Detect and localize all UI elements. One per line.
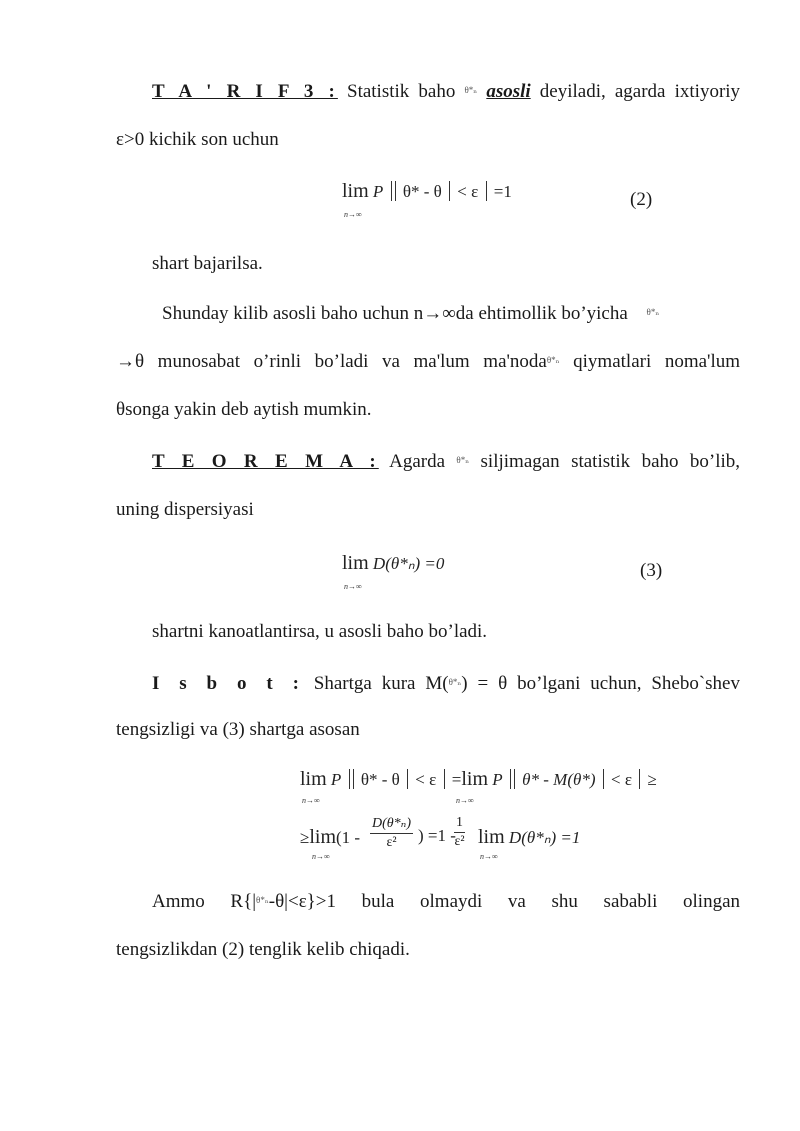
theta-star-symbol: θ*ₙ <box>464 85 478 95</box>
lim-operator: lim <box>478 826 505 848</box>
row1-eq: = <box>451 770 462 789</box>
conclusion-text-2: -θ|<ε}>1 bula olmaydi va shu sababli olingan <box>268 891 740 912</box>
paragraph-3-text-3: qiymatlari noma'lum <box>573 351 741 372</box>
theta-star-symbol: θ*ₙ <box>256 895 269 905</box>
paragraph-3-text-2: →θ munosabat o’rinli bo’ladi va ma'lum ma'noda <box>116 351 547 372</box>
theta-star-symbol: θ*ₙ <box>546 355 560 365</box>
paragraph-3-line-2 <box>116 348 740 374</box>
conclusion-line-1 <box>152 888 740 914</box>
proof-line-2: tengsizligi va (3) shartga asosan <box>116 719 360 740</box>
prob-symbol: P <box>492 770 503 789</box>
row1-inner: θ* - θ <box>360 770 400 789</box>
proof-text-2: ) = θ bo’lgani uchun, Shebo`shev <box>461 673 740 694</box>
lim-operator: lim <box>461 768 489 790</box>
lim-subscript: n→∞ <box>344 210 362 219</box>
definition-term: asosli <box>486 81 531 102</box>
fraction-1 <box>370 815 413 851</box>
paragraph-5: shartni kanoatlantirsa, u asosli baho bo’ladi. <box>152 621 488 642</box>
theorem-line-1 <box>152 448 740 474</box>
prob-symbol: P <box>372 182 384 201</box>
row1-end: < ε <box>611 770 632 789</box>
proof-heading: I s b o t : <box>152 673 304 694</box>
definition-text: Statistik baho <box>347 81 456 102</box>
lim-operator: lim <box>342 180 369 202</box>
paragraph-3-line-3: θsonga yakin deb aytish mumkin. <box>116 399 372 420</box>
theorem-text-2: siljimagan statistik baho bo’lib, <box>480 451 741 472</box>
theorem-line-2: uning dispersiyasi <box>116 499 254 520</box>
row2-open: (1 - <box>336 828 361 847</box>
theorem-heading: T E O R E M A : <box>152 451 379 472</box>
proof-text-1: Shartga kura M( <box>313 673 449 694</box>
row1-lt: < ε <box>415 770 437 789</box>
theorem-text-1: Agarda <box>389 451 446 472</box>
inequality-row-2-start <box>300 826 360 849</box>
lim-subscript: n→∞ <box>302 796 320 805</box>
proof-line-1 <box>152 670 740 696</box>
fraction-1-denominator: ε² <box>386 835 397 850</box>
inequality-row-2-end <box>478 826 580 849</box>
lim-subscript: n→∞ <box>480 852 498 861</box>
eq3-body: D(θ*ₙ) =0 <box>372 554 445 573</box>
paragraph-3-line-1 <box>162 300 740 326</box>
theta-star-symbol: θ*ₙ <box>456 455 470 465</box>
conclusion-line-2: tengsizlikdan (2) tenglik kelib chiqadi. <box>116 939 410 960</box>
equation-3 <box>342 552 444 575</box>
row1-right-inner: θ* - M(θ*) <box>522 770 596 789</box>
theta-star-symbol: θ*ₙ <box>646 307 660 317</box>
lim-subscript: n→∞ <box>456 796 474 805</box>
paragraph-3-text-1: Shunday kilib asosli baho uchun n→∞da ehtimollik bo’yicha <box>162 303 628 324</box>
lim-operator: lim <box>300 768 327 790</box>
fraction-2 <box>454 815 465 850</box>
lim-operator: lim <box>342 552 369 574</box>
equation-number-3: (3) <box>640 560 663 581</box>
eq2-rhs: =1 <box>493 182 512 201</box>
definition-heading: T A ' R I F 3 : <box>152 81 338 102</box>
definition-text-cont: deyiladi, agarda ixtiyoriy <box>539 81 741 102</box>
eq2-lt: < ε <box>457 182 479 201</box>
definition-line-2: ε>0 kichik son uchun <box>116 129 279 150</box>
lim-subscript: n→∞ <box>344 582 362 591</box>
equation-2 <box>342 180 512 203</box>
inequality-row-1 <box>300 768 657 791</box>
row2-ge: ≥ <box>300 828 310 847</box>
row1-ge: ≥ <box>647 770 657 789</box>
eq2-inner: θ* - θ <box>402 182 442 201</box>
paragraph-2: shart bajarilsa. <box>152 253 263 274</box>
fraction-1-numerator: D(θ*ₙ) <box>370 815 413 834</box>
inequality-row-2-mid: ) =1 - <box>418 826 456 845</box>
fraction-2-numerator: 1 <box>454 815 465 833</box>
equation-number-2: (2) <box>630 189 653 210</box>
definition-line-1 <box>152 78 740 104</box>
conclusion-text-1: Ammo R{| <box>152 891 257 912</box>
lim-operator: lim <box>309 826 337 848</box>
lim-subscript: n→∞ <box>312 852 330 861</box>
theta-star-symbol: θ*ₙ <box>448 677 462 687</box>
row2-end: D(θ*ₙ) =1 <box>508 828 581 847</box>
fraction-2-denominator: ε² <box>454 834 465 849</box>
prob-symbol: P <box>330 770 342 789</box>
